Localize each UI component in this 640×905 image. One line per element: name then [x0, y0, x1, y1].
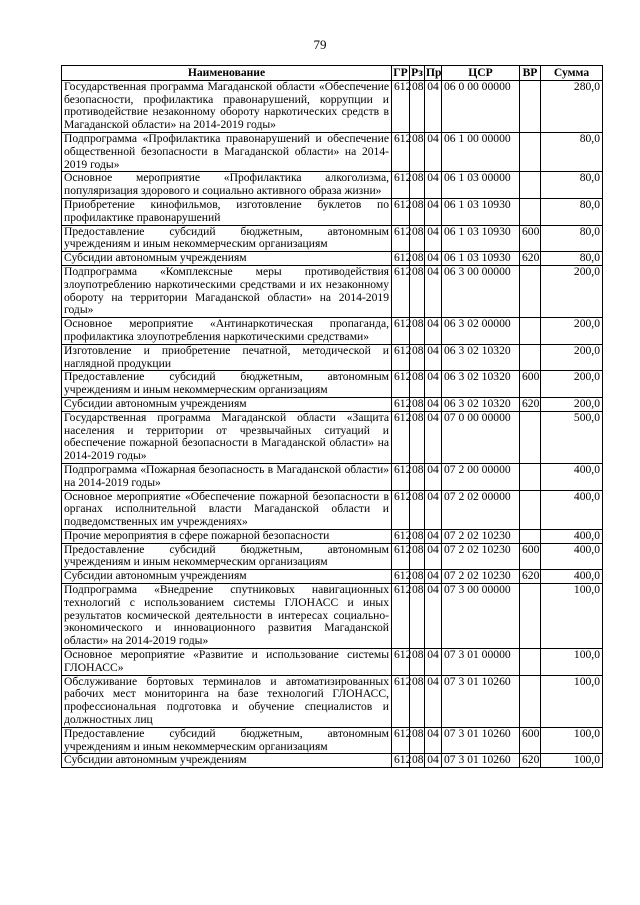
table-row	[62, 198, 603, 225]
cell-gr: 612	[392, 344, 410, 371]
cell-vr	[520, 80, 541, 132]
cell-sum: 80,0	[541, 198, 603, 225]
cell-csr: 06 1 03 10930	[442, 198, 520, 225]
cell-pr: 04	[425, 754, 442, 768]
header-vr: ВР	[520, 66, 541, 81]
cell-pr: 04	[425, 529, 442, 543]
cell-gr: 612	[392, 252, 410, 266]
cell-gr: 612	[392, 80, 410, 132]
cell-gr: 612	[392, 318, 410, 345]
cell-gr: 612	[392, 570, 410, 584]
table-row	[62, 318, 603, 345]
table-row	[62, 397, 603, 411]
cell-pr: 04	[425, 132, 442, 171]
cell-pr: 04	[425, 225, 442, 252]
cell-pr: 04	[425, 570, 442, 584]
cell-name: Предоставление субсидий бюджетным, автономным учреждениям и иным некоммерческим организациям	[62, 543, 392, 570]
cell-rz: 08	[410, 344, 425, 371]
cell-name: Приобретение кинофильмов, изготовление буклетов по профилактике правонарушений	[62, 198, 392, 225]
cell-vr	[520, 675, 541, 727]
cell-pr: 04	[425, 371, 442, 398]
cell-vr	[520, 463, 541, 490]
cell-gr: 612	[392, 675, 410, 727]
cell-vr	[520, 584, 541, 649]
cell-gr: 612	[392, 397, 410, 411]
cell-pr: 04	[425, 649, 442, 676]
cell-name: Изготовление и приобретение печатной, методической и наглядной продукции	[62, 344, 392, 371]
table-row	[62, 344, 603, 371]
table-row	[62, 727, 603, 754]
cell-pr: 04	[425, 172, 442, 199]
cell-vr: 600	[520, 543, 541, 570]
cell-rz: 08	[410, 397, 425, 411]
cell-pr: 04	[425, 411, 442, 463]
cell-pr: 04	[425, 584, 442, 649]
cell-vr	[520, 411, 541, 463]
cell-sum: 400,0	[541, 570, 603, 584]
cell-rz: 08	[410, 198, 425, 225]
cell-pr: 04	[425, 543, 442, 570]
cell-gr: 612	[392, 529, 410, 543]
cell-csr: 06 3 02 10320	[442, 371, 520, 398]
cell-pr: 04	[425, 265, 442, 317]
cell-gr: 612	[392, 754, 410, 768]
table-row	[62, 371, 603, 398]
cell-name: Субсидии автономным учреждениям	[62, 754, 392, 768]
cell-pr: 04	[425, 490, 442, 529]
cell-name: Подпрограмма «Пожарная безопасность в Магаданской области» на 2014-2019 годы»	[62, 463, 392, 490]
cell-name: Подпрограмма «Профилактика правонарушений и обеспечение общественной безопасности в Магаданской области» на 2014-2019 годы»	[62, 132, 392, 171]
cell-csr: 07 3 01 00000	[442, 649, 520, 676]
cell-vr: 620	[520, 397, 541, 411]
cell-pr: 04	[425, 675, 442, 727]
cell-sum: 200,0	[541, 344, 603, 371]
cell-csr: 07 2 02 10230	[442, 529, 520, 543]
cell-vr	[520, 649, 541, 676]
cell-sum: 500,0	[541, 411, 603, 463]
cell-vr	[520, 344, 541, 371]
cell-pr: 04	[425, 252, 442, 266]
cell-sum: 80,0	[541, 252, 603, 266]
cell-vr	[520, 198, 541, 225]
cell-name: Государственная программа Магаданской области «Обеспечение безопасности, профилактика правонарушений, коррупции и противодействие незаконному обороту наркотических средств в Магаданской области» на 2014-2019 годы»	[62, 80, 392, 132]
cell-vr	[520, 529, 541, 543]
cell-vr: 620	[520, 570, 541, 584]
cell-gr: 612	[392, 463, 410, 490]
cell-rz: 08	[410, 411, 425, 463]
cell-sum: 100,0	[541, 584, 603, 649]
cell-vr: 600	[520, 371, 541, 398]
cell-gr: 612	[392, 543, 410, 570]
cell-sum: 200,0	[541, 371, 603, 398]
cell-csr: 06 1 03 10930	[442, 252, 520, 266]
cell-name: Предоставление субсидий бюджетным, автономным учреждениям и иным некоммерческим организациям	[62, 225, 392, 252]
cell-gr: 612	[392, 490, 410, 529]
table-row	[62, 252, 603, 266]
cell-rz: 08	[410, 570, 425, 584]
cell-rz: 08	[410, 754, 425, 768]
cell-pr: 04	[425, 318, 442, 345]
cell-gr: 612	[392, 411, 410, 463]
cell-rz: 08	[410, 490, 425, 529]
cell-pr: 04	[425, 397, 442, 411]
table-row	[62, 490, 603, 529]
cell-name: Предоставление субсидий бюджетным, автономным учреждениям и иным некоммерческим организациям	[62, 727, 392, 754]
header-csr: ЦСР	[442, 66, 520, 81]
table-row	[62, 132, 603, 171]
table-row	[62, 584, 603, 649]
cell-csr: 07 0 00 00000	[442, 411, 520, 463]
cell-pr: 04	[425, 344, 442, 371]
cell-sum: 80,0	[541, 225, 603, 252]
cell-rz: 08	[410, 252, 425, 266]
cell-vr: 620	[520, 754, 541, 768]
cell-name: Субсидии автономным учреждениям	[62, 397, 392, 411]
cell-csr: 07 2 02 00000	[442, 490, 520, 529]
cell-sum: 200,0	[541, 318, 603, 345]
table-row	[62, 649, 603, 676]
cell-name: Обслуживание бортовых терминалов и автоматизированных рабочих мест мониторинга на базе технологий ГЛОНАСС, профессиональная подготовка и обучение специалистов и должностных лиц	[62, 675, 392, 727]
page-number: 79	[313, 37, 327, 52]
cell-rz: 08	[410, 225, 425, 252]
cell-name: Субсидии автономным учреждениям	[62, 252, 392, 266]
cell-name: Подпрограмма «Внедрение спутниковых навигационных технологий с использованием системы ГЛОНАСС и иных результатов космической деятельности в интересах социально-экономического и инновационного развития Магаданской области» на 2014-2019 годы»	[62, 584, 392, 649]
header-name: Наименование	[62, 66, 392, 81]
table-row	[62, 754, 603, 768]
table-row	[62, 265, 603, 317]
cell-vr	[520, 490, 541, 529]
cell-gr: 612	[392, 584, 410, 649]
cell-gr: 612	[392, 198, 410, 225]
cell-name: Основное мероприятие «Обеспечение пожарной безопасности в органах исполнительной власти Магаданской области и подведомственных им учреждениях»	[62, 490, 392, 529]
cell-pr: 04	[425, 198, 442, 225]
table-row	[62, 529, 603, 543]
cell-name: Основное мероприятие «Развитие и использование системы ГЛОНАСС»	[62, 649, 392, 676]
cell-rz: 08	[410, 649, 425, 676]
cell-csr: 06 1 03 10930	[442, 225, 520, 252]
header-gr: ГР	[393, 66, 408, 79]
cell-csr: 06 3 02 10320	[442, 397, 520, 411]
cell-sum: 200,0	[541, 397, 603, 411]
cell-sum: 100,0	[541, 754, 603, 768]
cell-rz: 08	[410, 529, 425, 543]
cell-name: Предоставление субсидий бюджетным, автономным учреждениям и иным некоммерческим организациям	[62, 371, 392, 398]
cell-rz: 08	[410, 463, 425, 490]
cell-rz: 08	[410, 132, 425, 171]
cell-csr: 07 3 01 10260	[442, 675, 520, 727]
table-row	[62, 675, 603, 727]
cell-rz: 08	[410, 584, 425, 649]
cell-csr: 07 2 00 00000	[442, 463, 520, 490]
cell-csr: 06 3 00 00000	[442, 265, 520, 317]
header-pr: Пр	[426, 66, 442, 79]
cell-rz: 08	[410, 727, 425, 754]
cell-gr: 612	[392, 649, 410, 676]
cell-sum: 400,0	[541, 543, 603, 570]
cell-csr: 07 3 01 10260	[442, 754, 520, 768]
cell-gr: 612	[392, 132, 410, 171]
cell-rz: 08	[410, 543, 425, 570]
cell-csr: 06 3 02 00000	[442, 318, 520, 345]
cell-gr: 612	[392, 727, 410, 754]
table-row	[62, 172, 603, 199]
cell-csr: 07 3 00 00000	[442, 584, 520, 649]
header-row	[62, 66, 603, 81]
cell-vr: 600	[520, 727, 541, 754]
cell-csr: 06 3 02 10320	[442, 344, 520, 371]
table-row	[62, 411, 603, 463]
cell-sum: 100,0	[541, 727, 603, 754]
cell-csr: 07 2 02 10230	[442, 570, 520, 584]
cell-rz: 08	[410, 675, 425, 727]
cell-vr	[520, 318, 541, 345]
cell-sum: 200,0	[541, 265, 603, 317]
cell-name: Подпрограмма «Комплексные меры противодействия злоупотреблению наркотическими средствами и их незаконному обороту на территории Магаданской области» на 2014-2019 годы»	[62, 265, 392, 317]
cell-sum: 400,0	[541, 529, 603, 543]
header-sum: Сумма	[541, 66, 603, 81]
cell-pr: 04	[425, 727, 442, 754]
cell-rz: 08	[410, 172, 425, 199]
cell-rz: 08	[410, 265, 425, 317]
cell-csr: 06 1 00 00000	[442, 132, 520, 171]
table-row	[62, 225, 603, 252]
cell-sum: 400,0	[541, 463, 603, 490]
cell-vr: 620	[520, 252, 541, 266]
table-row	[62, 80, 603, 132]
cell-gr: 612	[392, 172, 410, 199]
table-row	[62, 543, 603, 570]
cell-gr: 612	[392, 371, 410, 398]
cell-sum: 80,0	[541, 132, 603, 171]
cell-vr	[520, 265, 541, 317]
cell-gr: 612	[392, 265, 410, 317]
cell-rz: 08	[410, 80, 425, 132]
table-row	[62, 570, 603, 584]
cell-rz: 08	[410, 318, 425, 345]
budget-table	[61, 65, 603, 768]
cell-name: Государственная программа Магаданской области «Защита населения и территории от чрезвычайных ситуаций и обеспечение пожарной безопасности в Магаданской области» на 2014-2019 годы»	[62, 411, 392, 463]
cell-sum: 280,0	[541, 80, 603, 132]
cell-gr: 612	[392, 225, 410, 252]
cell-vr	[520, 132, 541, 171]
cell-rz: 08	[410, 371, 425, 398]
cell-pr: 04	[425, 463, 442, 490]
cell-vr	[520, 172, 541, 199]
cell-sum: 100,0	[541, 675, 603, 727]
cell-name: Прочие мероприятия в сфере пожарной безопасности	[62, 529, 392, 543]
cell-vr: 600	[520, 225, 541, 252]
cell-csr: 07 3 01 10260	[442, 727, 520, 754]
cell-sum: 80,0	[541, 172, 603, 199]
table-row	[62, 463, 603, 490]
cell-csr: 06 0 00 00000	[442, 80, 520, 132]
cell-sum: 400,0	[541, 490, 603, 529]
cell-csr: 07 2 02 10230	[442, 543, 520, 570]
header-rz: Рз	[411, 66, 423, 79]
cell-name: Субсидии автономным учреждениям	[62, 570, 392, 584]
cell-csr: 06 1 03 00000	[442, 172, 520, 199]
cell-pr: 04	[425, 80, 442, 132]
cell-name: Основное мероприятие «Профилактика алкоголизма, популяризация здорового и социально активного образа жизни»	[62, 172, 392, 199]
cell-sum: 100,0	[541, 649, 603, 676]
cell-name: Основное мероприятие «Антинаркотическая пропаганда, профилактика злоупотребления наркотическими средствами»	[62, 318, 392, 345]
